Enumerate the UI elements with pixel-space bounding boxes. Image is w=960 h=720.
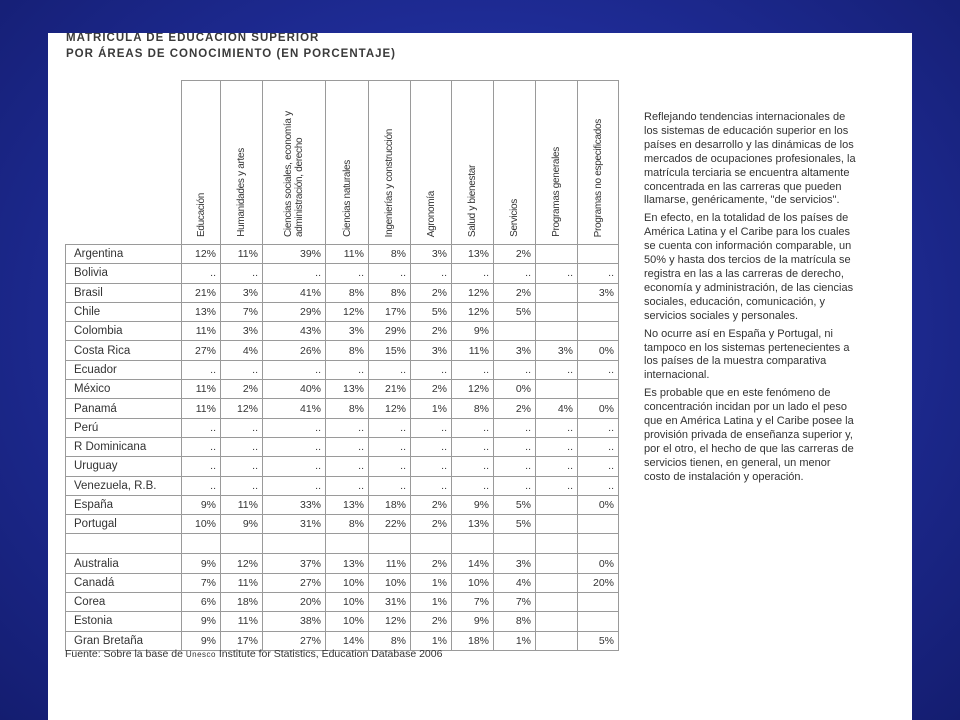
value-cell: 5% <box>578 631 619 650</box>
value-cell: 14% <box>452 554 494 573</box>
column-header <box>494 81 536 245</box>
value-cell: 8% <box>326 399 369 418</box>
value-cell: .. <box>578 457 619 476</box>
value-cell: .. <box>578 264 619 283</box>
value-cell: .. <box>326 418 369 437</box>
value-cell: 11% <box>221 495 263 514</box>
value-cell: 27% <box>182 341 221 360</box>
value-cell: 0% <box>578 495 619 514</box>
value-cell: .. <box>369 457 411 476</box>
column-header-label: Educación <box>195 193 207 237</box>
value-cell <box>578 322 619 341</box>
value-cell: 3% <box>326 322 369 341</box>
value-cell: 40% <box>263 380 326 399</box>
country-cell: Chile <box>66 302 182 321</box>
country-cell: Costa Rica <box>66 341 182 360</box>
value-cell: .. <box>221 437 263 456</box>
value-cell: 3% <box>411 245 452 264</box>
value-cell: 8% <box>326 341 369 360</box>
value-cell: .. <box>494 476 536 495</box>
value-cell: .. <box>578 437 619 456</box>
table-body <box>66 245 619 651</box>
value-cell: 10% <box>182 515 221 534</box>
country-cell: Panamá <box>66 399 182 418</box>
table-row <box>66 593 619 612</box>
value-cell: 10% <box>326 612 369 631</box>
value-cell: 10% <box>369 573 411 592</box>
column-header-label: Humanidades y artes <box>236 148 247 237</box>
value-cell: .. <box>326 437 369 456</box>
value-cell: .. <box>452 264 494 283</box>
country-cell: R Dominicana <box>66 437 182 456</box>
value-cell: 9% <box>452 495 494 514</box>
column-header <box>578 81 619 245</box>
country-cell: Canadá <box>66 573 182 592</box>
column-header <box>182 81 221 245</box>
value-cell <box>326 534 369 554</box>
table-row <box>66 437 619 456</box>
value-cell: 26% <box>263 341 326 360</box>
value-cell: 11% <box>326 245 369 264</box>
value-cell: 9% <box>182 612 221 631</box>
column-header-label: Ciencias sociales, economía y administración, derecho <box>283 111 305 237</box>
value-cell: 2% <box>411 554 452 573</box>
value-cell: 10% <box>326 573 369 592</box>
country-cell <box>66 534 182 554</box>
value-cell: 8% <box>452 399 494 418</box>
value-cell: 18% <box>452 631 494 650</box>
value-cell: .. <box>182 418 221 437</box>
value-cell: .. <box>263 418 326 437</box>
value-cell <box>536 283 578 302</box>
value-cell <box>536 495 578 514</box>
table-row <box>66 322 619 341</box>
value-cell: 3% <box>221 283 263 302</box>
value-cell <box>536 380 578 399</box>
value-cell: .. <box>182 264 221 283</box>
value-cell: 9% <box>182 631 221 650</box>
value-cell: .. <box>221 457 263 476</box>
value-cell: 37% <box>263 554 326 573</box>
value-cell: .. <box>326 264 369 283</box>
value-cell: 14% <box>326 631 369 650</box>
value-cell: 17% <box>369 302 411 321</box>
value-cell: 0% <box>578 399 619 418</box>
value-cell: 10% <box>452 573 494 592</box>
value-cell: .. <box>369 264 411 283</box>
value-cell: .. <box>536 476 578 495</box>
value-cell: 11% <box>182 399 221 418</box>
value-cell: 13% <box>326 495 369 514</box>
commentary-paragraph: No ocurre así en España y Portugal, ni tampoco en los sistemas pertenecientes a los países de la muestra comparativa internacional. <box>644 327 850 382</box>
value-cell: 1% <box>411 573 452 592</box>
table-row <box>66 380 619 399</box>
value-cell: 18% <box>221 593 263 612</box>
value-cell <box>536 322 578 341</box>
value-cell: 5% <box>494 302 536 321</box>
value-cell: .. <box>452 360 494 379</box>
value-cell: 6% <box>182 593 221 612</box>
value-cell: 8% <box>326 515 369 534</box>
value-cell <box>494 534 536 554</box>
table-row <box>66 515 619 534</box>
table-row <box>66 554 619 573</box>
value-cell: 3% <box>578 283 619 302</box>
value-cell: 43% <box>263 322 326 341</box>
value-cell <box>536 245 578 264</box>
value-cell: .. <box>182 476 221 495</box>
value-cell: .. <box>536 457 578 476</box>
value-cell <box>182 534 221 554</box>
table-row <box>66 245 619 264</box>
value-cell: 29% <box>369 322 411 341</box>
column-header-label: Programas no especificados <box>592 118 604 237</box>
value-cell: .. <box>494 360 536 379</box>
value-cell: .. <box>452 418 494 437</box>
value-cell: 13% <box>326 554 369 573</box>
country-cell: Uruguay <box>66 457 182 476</box>
column-header-label: Ingenierías y construcción <box>384 128 395 237</box>
country-cell: Australia <box>66 554 182 573</box>
value-cell: 2% <box>494 283 536 302</box>
value-cell: 12% <box>452 380 494 399</box>
value-cell: .. <box>182 457 221 476</box>
value-cell <box>578 380 619 399</box>
value-cell: 0% <box>494 380 536 399</box>
value-cell <box>411 534 452 554</box>
value-cell: 4% <box>221 341 263 360</box>
value-cell: .. <box>452 437 494 456</box>
value-cell: .. <box>494 457 536 476</box>
value-cell: 13% <box>182 302 221 321</box>
value-cell: 12% <box>221 554 263 573</box>
value-cell: 4% <box>536 399 578 418</box>
value-cell: 3% <box>494 341 536 360</box>
value-cell: .. <box>411 360 452 379</box>
value-cell: 3% <box>536 341 578 360</box>
value-cell: .. <box>369 360 411 379</box>
value-cell: 31% <box>263 515 326 534</box>
value-cell: 12% <box>369 399 411 418</box>
value-cell: .. <box>494 437 536 456</box>
value-cell: .. <box>536 437 578 456</box>
value-cell: .. <box>411 457 452 476</box>
value-cell: 0% <box>578 554 619 573</box>
value-cell <box>578 612 619 631</box>
country-cell: Bolivia <box>66 264 182 283</box>
value-cell: .. <box>221 476 263 495</box>
value-cell: 12% <box>369 612 411 631</box>
column-header-label: Programas generales <box>551 147 562 237</box>
value-cell <box>536 515 578 534</box>
value-cell: 8% <box>326 283 369 302</box>
table-row <box>66 283 619 302</box>
country-cell: Corea <box>66 593 182 612</box>
value-cell: .. <box>452 476 494 495</box>
value-cell: 8% <box>369 631 411 650</box>
country-cell: Portugal <box>66 515 182 534</box>
table-row <box>66 360 619 379</box>
country-cell: México <box>66 380 182 399</box>
value-cell: .. <box>411 476 452 495</box>
value-cell <box>452 534 494 554</box>
value-cell: 15% <box>369 341 411 360</box>
value-cell: 21% <box>182 283 221 302</box>
value-cell: 39% <box>263 245 326 264</box>
value-cell: .. <box>578 418 619 437</box>
value-cell: 0% <box>578 341 619 360</box>
value-cell: .. <box>411 437 452 456</box>
value-cell <box>536 302 578 321</box>
value-cell: 11% <box>182 380 221 399</box>
value-cell: 22% <box>369 515 411 534</box>
value-cell: 1% <box>411 593 452 612</box>
value-cell: .. <box>326 360 369 379</box>
value-cell: 1% <box>494 631 536 650</box>
country-cell: España <box>66 495 182 514</box>
value-cell: .. <box>263 264 326 283</box>
country-cell: Venezuela, R.B. <box>66 476 182 495</box>
value-cell <box>578 245 619 264</box>
slide-page <box>48 33 912 720</box>
value-cell: 1% <box>411 631 452 650</box>
column-header-label: Agronomía <box>425 190 437 237</box>
value-cell <box>369 534 411 554</box>
title-line-2: POR ÁREAS DE CONOCIMIENTO (EN PORCENTAJE) <box>66 48 397 60</box>
value-cell: 20% <box>263 593 326 612</box>
value-cell: 27% <box>263 631 326 650</box>
value-cell: 41% <box>263 283 326 302</box>
value-cell <box>263 534 326 554</box>
value-cell <box>578 302 619 321</box>
value-cell: 18% <box>369 495 411 514</box>
value-cell: 4% <box>494 573 536 592</box>
value-cell <box>536 573 578 592</box>
table-row <box>66 264 619 283</box>
value-cell: 33% <box>263 495 326 514</box>
column-header <box>369 81 411 245</box>
value-cell: .. <box>221 264 263 283</box>
value-cell: 20% <box>578 573 619 592</box>
value-cell: 31% <box>369 593 411 612</box>
value-cell: 8% <box>369 283 411 302</box>
value-cell: 12% <box>182 245 221 264</box>
table-row <box>66 341 619 360</box>
value-cell: 2% <box>411 612 452 631</box>
commentary-paragraph: En efecto, en la totalidad de los países de América Latina y el Caribe para los cuales se cuenta con información comparable, un 50% y hasta dos tercios de la matrícula se registra en las a las carreras de derecho, economía y administración, de las ciencias sociales, educación, comunicación, y servicios sociales y personales. <box>644 212 854 322</box>
value-cell: .. <box>221 360 263 379</box>
source-org: Unesco <box>185 650 216 659</box>
value-cell: .. <box>369 437 411 456</box>
country-cell: Ecuador <box>66 360 182 379</box>
country-cell: Brasil <box>66 283 182 302</box>
column-header <box>536 81 578 245</box>
value-cell: 11% <box>221 573 263 592</box>
value-cell: 9% <box>221 515 263 534</box>
table-row <box>66 418 619 437</box>
value-cell: 3% <box>411 341 452 360</box>
value-cell: 11% <box>452 341 494 360</box>
value-cell: 2% <box>411 515 452 534</box>
value-cell: .. <box>536 360 578 379</box>
value-cell: .. <box>263 457 326 476</box>
column-header <box>263 81 326 245</box>
value-cell: 12% <box>452 302 494 321</box>
commentary-paragraph: Es probable que en este fenómeno de concentración incidan por un lado el peso que en América Latina y el Caribe posee la provisión privada de enseñanza superior y, por el otro, el hecho de que las carreras de servicios tienen, en general, un menor costo de instalación y operación. <box>644 387 854 483</box>
value-cell: .. <box>369 476 411 495</box>
value-cell: .. <box>411 418 452 437</box>
value-cell <box>578 515 619 534</box>
column-header-label: Servicios <box>509 199 520 237</box>
value-cell <box>536 534 578 554</box>
value-cell: 17% <box>221 631 263 650</box>
value-cell: 11% <box>221 612 263 631</box>
value-cell: 5% <box>411 302 452 321</box>
value-cell: .. <box>452 457 494 476</box>
table-row <box>66 457 619 476</box>
value-cell: .. <box>494 418 536 437</box>
value-cell: 7% <box>182 573 221 592</box>
value-cell: 2% <box>494 245 536 264</box>
value-cell: 7% <box>452 593 494 612</box>
value-cell: 29% <box>263 302 326 321</box>
value-cell: 41% <box>263 399 326 418</box>
value-cell: 38% <box>263 612 326 631</box>
value-cell: 9% <box>452 612 494 631</box>
value-cell: .. <box>263 476 326 495</box>
column-header <box>221 81 263 245</box>
country-cell: Estonia <box>66 612 182 631</box>
commentary-sidebar <box>644 111 859 489</box>
value-cell: .. <box>326 457 369 476</box>
commentary-paragraph: Reflejando tendencias internacionales de los sistemas de educación superior en los países en desarrollo y las dinámicas de los mercados de ocupaciones profesionales, la matrícula terciaria se encuentra altamente concentrada en las carreras que pueden llamarse, genéricamente, "de servicios". <box>644 111 856 207</box>
country-cell: Argentina <box>66 245 182 264</box>
value-cell: 2% <box>411 322 452 341</box>
table-row <box>66 476 619 495</box>
country-cell: Gran Bretaña <box>66 631 182 650</box>
value-cell: 3% <box>221 322 263 341</box>
value-cell: .. <box>263 360 326 379</box>
value-cell: 13% <box>452 515 494 534</box>
table-row <box>66 573 619 592</box>
value-cell <box>536 612 578 631</box>
country-cell: Perú <box>66 418 182 437</box>
value-cell: .. <box>263 437 326 456</box>
value-cell: 5% <box>494 495 536 514</box>
value-cell: .. <box>578 360 619 379</box>
value-cell <box>536 593 578 612</box>
value-cell: .. <box>578 476 619 495</box>
value-cell: 12% <box>326 302 369 321</box>
value-cell: 13% <box>326 380 369 399</box>
source-suffix: Institute for Statistics, Education Database 2006 <box>215 648 443 660</box>
value-cell: 13% <box>452 245 494 264</box>
header-row <box>66 81 619 245</box>
value-cell: 2% <box>411 495 452 514</box>
value-cell: .. <box>494 264 536 283</box>
value-cell: 8% <box>369 245 411 264</box>
column-header <box>452 81 494 245</box>
value-cell: 21% <box>369 380 411 399</box>
table-row <box>66 399 619 418</box>
value-cell: 9% <box>182 495 221 514</box>
value-cell: 5% <box>494 515 536 534</box>
value-cell <box>494 322 536 341</box>
value-cell: .. <box>326 476 369 495</box>
value-cell: .. <box>536 264 578 283</box>
value-cell: 7% <box>221 302 263 321</box>
value-cell: 11% <box>182 322 221 341</box>
value-cell: .. <box>411 264 452 283</box>
value-cell: .. <box>221 418 263 437</box>
value-cell: 2% <box>411 380 452 399</box>
value-cell: .. <box>182 437 221 456</box>
value-cell: 27% <box>263 573 326 592</box>
table-row <box>66 495 619 514</box>
header-corner <box>66 81 182 245</box>
value-cell: 10% <box>326 593 369 612</box>
value-cell: .. <box>369 418 411 437</box>
value-cell: 8% <box>494 612 536 631</box>
value-cell: .. <box>536 418 578 437</box>
page-title <box>66 33 396 62</box>
column-header-label: Salud y bienestar <box>467 164 478 237</box>
table-spacer-row <box>66 534 619 554</box>
value-cell: 11% <box>369 554 411 573</box>
enrollment-table <box>65 80 619 651</box>
value-cell: 2% <box>494 399 536 418</box>
table-row <box>66 612 619 631</box>
column-header <box>411 81 452 245</box>
value-cell <box>221 534 263 554</box>
country-cell: Colombia <box>66 322 182 341</box>
source-note <box>65 648 442 660</box>
value-cell: 2% <box>411 283 452 302</box>
value-cell: 7% <box>494 593 536 612</box>
value-cell <box>536 631 578 650</box>
title-line-1: MATRÍCULA DE EDUCACIÓN SUPERIOR <box>66 33 320 44</box>
value-cell: 2% <box>221 380 263 399</box>
value-cell: 12% <box>452 283 494 302</box>
value-cell: 1% <box>411 399 452 418</box>
table-row <box>66 302 619 321</box>
value-cell: 9% <box>182 554 221 573</box>
value-cell: 11% <box>221 245 263 264</box>
column-header-label: Ciencias naturales <box>341 160 353 237</box>
value-cell <box>578 534 619 554</box>
value-cell <box>536 554 578 573</box>
value-cell: 9% <box>452 322 494 341</box>
value-cell: 12% <box>221 399 263 418</box>
value-cell: .. <box>182 360 221 379</box>
value-cell: 3% <box>494 554 536 573</box>
value-cell <box>578 593 619 612</box>
column-header <box>326 81 369 245</box>
source-prefix: Fuente: Sobre la base de <box>65 648 186 660</box>
